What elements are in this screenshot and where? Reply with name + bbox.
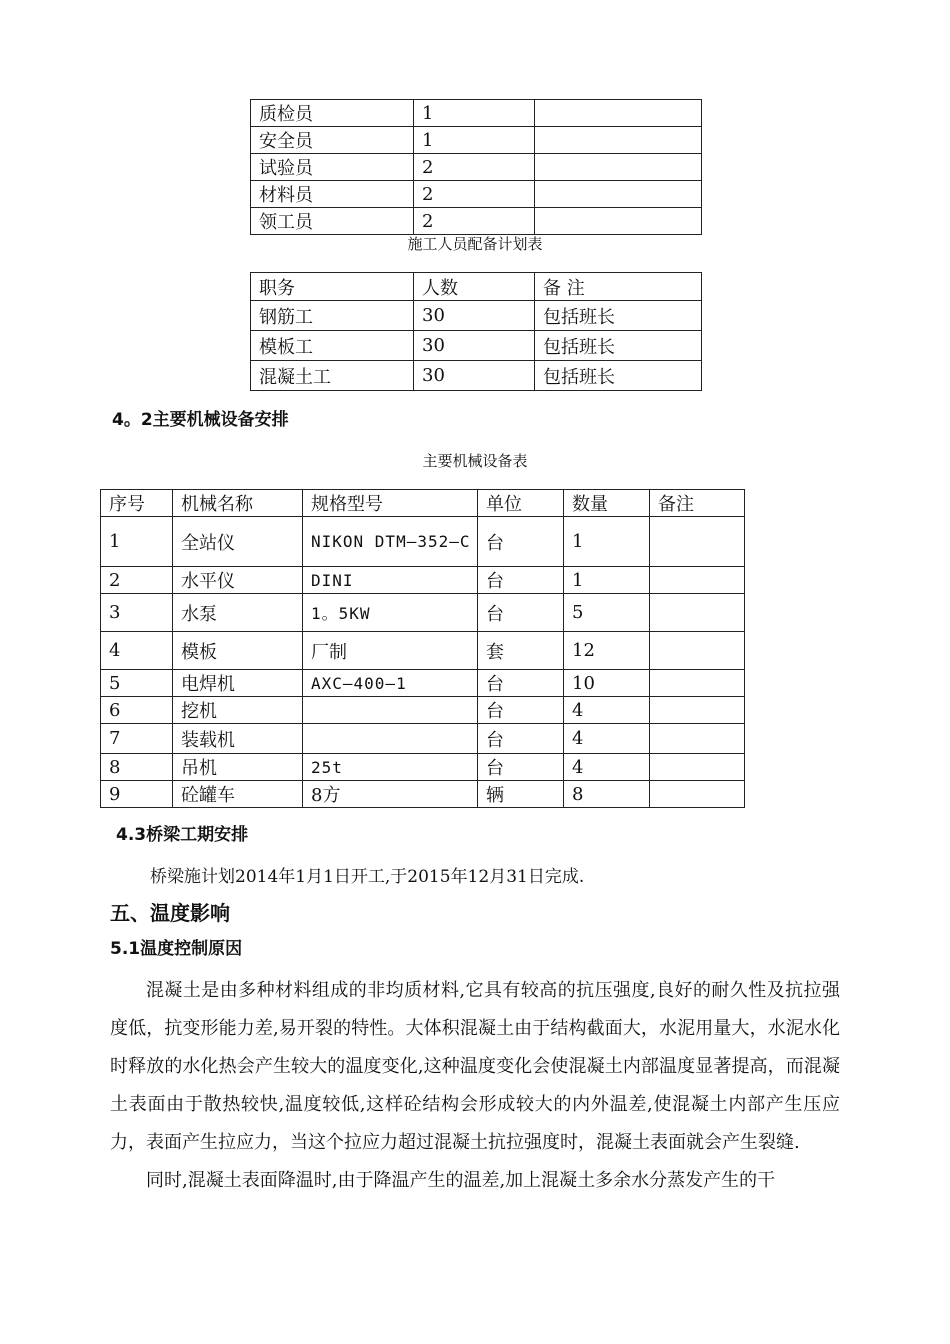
section-4-3-title: 4.3桥梁工期安排 xyxy=(116,825,249,845)
table-cell: 台 xyxy=(478,670,564,697)
table-cell xyxy=(303,697,478,724)
table-cell: 2 xyxy=(101,567,173,594)
table-cell: 套 xyxy=(478,632,564,670)
table-cell: 8 xyxy=(564,781,650,808)
table-cell: 安全员 xyxy=(251,127,414,154)
table-row xyxy=(101,632,745,670)
table-cell: DINI xyxy=(303,567,478,594)
table-row xyxy=(101,724,745,754)
table-cell: 2 xyxy=(414,208,535,235)
table-cell: 4 xyxy=(564,754,650,781)
table-row xyxy=(251,361,702,391)
table-cell xyxy=(303,724,478,754)
table-cell: 领工员 xyxy=(251,208,414,235)
table-cell: 挖机 xyxy=(173,697,303,724)
table-cell: 1 xyxy=(564,567,650,594)
table-cell xyxy=(650,754,745,781)
table-header-cell: 备 注 xyxy=(535,273,702,301)
table-cell: 25t xyxy=(303,754,478,781)
table-cell: 9 xyxy=(101,781,173,808)
table-cell xyxy=(650,724,745,754)
table-cell: 台 xyxy=(478,517,564,567)
table-cell xyxy=(650,632,745,670)
table-header-cell: 机械名称 xyxy=(173,490,303,517)
table-cell: 4 xyxy=(564,724,650,754)
equipment-table xyxy=(100,489,745,808)
table-cell: 包括班长 xyxy=(535,301,702,331)
section-4-2-title: 4。2主要机械设备安排 xyxy=(112,410,289,430)
table-cell xyxy=(650,670,745,697)
table-cell xyxy=(650,567,745,594)
table-cell: 模板工 xyxy=(251,331,414,361)
table-cell: 台 xyxy=(478,697,564,724)
table-cell: 30 xyxy=(414,361,535,391)
table-cell xyxy=(535,154,702,181)
table-row xyxy=(101,754,745,781)
table-cell: 6 xyxy=(101,697,173,724)
table-cell: 7 xyxy=(101,724,173,754)
table-row xyxy=(101,594,745,632)
section-4-3-text: 桥梁施计划2014年1月1日开工,于2015年12月31日完成. xyxy=(150,867,585,887)
table-cell: 厂制 xyxy=(303,632,478,670)
table-cell: 10 xyxy=(564,670,650,697)
table-row xyxy=(251,127,702,154)
table-cell xyxy=(650,697,745,724)
table-cell: 1 xyxy=(414,100,535,127)
table-cell: 4 xyxy=(101,632,173,670)
table-header-cell: 职务 xyxy=(251,273,414,301)
table-cell: 质检员 xyxy=(251,100,414,127)
table-cell: 电焊机 xyxy=(173,670,303,697)
table-cell: 砼罐车 xyxy=(173,781,303,808)
table-cell: NIKON DTM—352—C xyxy=(303,517,478,567)
table-cell: 包括班长 xyxy=(535,361,702,391)
table-cell: 12 xyxy=(564,632,650,670)
table-row xyxy=(101,567,745,594)
table-cell: 材料员 xyxy=(251,181,414,208)
table-cell: 包括班长 xyxy=(535,331,702,361)
table-cell: 8方 xyxy=(303,781,478,808)
table-cell xyxy=(535,181,702,208)
table-cell: 装载机 xyxy=(173,724,303,754)
staff-plan-table xyxy=(250,272,702,391)
table-cell xyxy=(535,208,702,235)
table-row xyxy=(251,331,702,361)
table-cell xyxy=(650,781,745,808)
table-header-cell: 规格型号 xyxy=(303,490,478,517)
table-cell: 1。5KW xyxy=(303,594,478,632)
table-cell: 1 xyxy=(564,517,650,567)
table-cell: 混凝土工 xyxy=(251,361,414,391)
staff-table-top xyxy=(250,99,702,235)
table-cell: 5 xyxy=(564,594,650,632)
paragraph: 同时,混凝土表面降温时,由于降温产生的温差,加上混凝土多余水分蒸发产生的干 xyxy=(146,1170,776,1191)
table-cell xyxy=(650,517,745,567)
table-header-cell: 序号 xyxy=(101,490,173,517)
table-cell: 水泵 xyxy=(173,594,303,632)
table-cell: 台 xyxy=(478,567,564,594)
table-cell: 30 xyxy=(414,331,535,361)
table-row xyxy=(101,517,745,567)
table-row xyxy=(251,208,702,235)
table-cell: 吊机 xyxy=(173,754,303,781)
table-cell: AXC—400—1 xyxy=(303,670,478,697)
table-row xyxy=(101,781,745,808)
table-cell: 8 xyxy=(101,754,173,781)
table-cell: 钢筋工 xyxy=(251,301,414,331)
chapter-5-title: 五、温度影响 xyxy=(110,901,230,925)
table-cell: 4 xyxy=(564,697,650,724)
table-header-cell: 单位 xyxy=(478,490,564,517)
table-header-cell: 备注 xyxy=(650,490,745,517)
paragraph: 混凝土是由多种材料组成的非均质材料,它具有较高的抗压强度,良好的耐久性及抗拉强度低，抗变形能力差,易开裂的特性。大体积混凝土由于结构截面大，水泥用量大，水泥水化时释放的水化热会产生较大的温度变化,这种温度变化会使混凝土内部温度显著提高，而混凝土表面由于散热较快,温度较低,这样砼结构会形成较大的内外温差,使混凝土内部产生压应力，表面产生拉应力，当这个拉应力超过混凝土抗拉强度时，混凝土表面就会产生裂缝. xyxy=(110,980,840,1153)
table-cell: 2 xyxy=(414,154,535,181)
table-cell: 试验员 xyxy=(251,154,414,181)
table-row xyxy=(101,670,745,697)
table-cell: 台 xyxy=(478,754,564,781)
table-cell xyxy=(535,127,702,154)
section-5-1-title: 5.1温度控制原因 xyxy=(110,939,243,959)
table-cell: 3 xyxy=(101,594,173,632)
table-row xyxy=(251,301,702,331)
table-cell: 台 xyxy=(478,724,564,754)
table-row xyxy=(251,181,702,208)
table-cell: 1 xyxy=(101,517,173,567)
table-cell: 1 xyxy=(414,127,535,154)
table-cell: 5 xyxy=(101,670,173,697)
table-cell: 30 xyxy=(414,301,535,331)
table-header-row xyxy=(101,490,745,517)
table-cell xyxy=(650,594,745,632)
equipment-caption: 主要机械设备表 xyxy=(422,452,528,470)
body-text xyxy=(110,972,840,1200)
table-cell: 台 xyxy=(478,594,564,632)
table-cell: 辆 xyxy=(478,781,564,808)
table-header-cell: 数量 xyxy=(564,490,650,517)
table-cell xyxy=(535,100,702,127)
staff-plan-caption: 施工人员配备计划表 xyxy=(407,235,543,253)
table-header-cell: 人数 xyxy=(414,273,535,301)
table-header-row xyxy=(251,273,702,301)
table-row xyxy=(251,100,702,127)
table-cell: 2 xyxy=(414,181,535,208)
table-cell: 水平仪 xyxy=(173,567,303,594)
table-cell: 全站仪 xyxy=(173,517,303,567)
table-row xyxy=(251,154,702,181)
table-row xyxy=(101,697,745,724)
table-cell: 模板 xyxy=(173,632,303,670)
